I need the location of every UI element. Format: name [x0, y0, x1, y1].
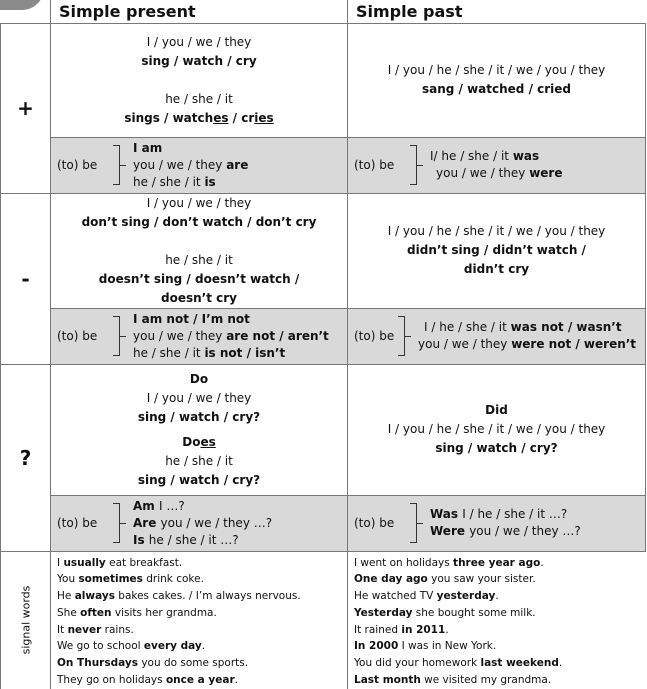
signal-word: always — [74, 590, 115, 603]
be-label: (to) be — [57, 329, 98, 343]
signal-word: sometimes — [78, 573, 143, 586]
brace-icon — [109, 314, 127, 358]
negative-be-present: (to) be I am not / I’m not you / we / they are not / aren’t he / she / it is not / isn’t — [51, 308, 348, 364]
header-simple-present: Simple present — [51, 0, 348, 23]
signal-example: On Thursdays you do some sports. — [57, 657, 249, 670]
signal-example: I went on holidays three year ago. — [354, 556, 544, 569]
verb-forms: doesn’t sing / doesn’t watch / — [98, 271, 300, 286]
positive-symbol: + — [1, 23, 51, 193]
signal-word: On Thursdays — [57, 657, 138, 670]
verb-forms: sang / watched / cried — [421, 82, 572, 96]
question-symbol: ? — [1, 364, 51, 551]
verb-forms: sing / watch / cry? — [137, 409, 261, 424]
signal-example: He watched TV yesterday. — [354, 590, 499, 603]
positive-be-present: (to) be I am you / we / they are he / she / it is — [51, 137, 348, 193]
brace-icon — [109, 143, 127, 187]
question-past-cell — [348, 364, 646, 495]
signal-word: yesterday — [436, 590, 496, 603]
signal-word: last weekend — [480, 657, 559, 670]
subject: I / you / we / they — [146, 34, 252, 49]
be-label: (to) be — [57, 516, 98, 530]
signal-word: often — [80, 606, 112, 619]
verb-forms: doesn’t cry — [161, 290, 237, 305]
subject: I / you / he / she / it / we / you / they — [387, 422, 606, 436]
auxiliary: Did — [485, 403, 508, 417]
be-label: (to) be — [57, 158, 98, 172]
signal-example: You sometimes drink coke. — [57, 573, 204, 586]
verb-forms: sing / watch / cry? — [435, 441, 558, 455]
signal-words-label: signal words — [19, 585, 32, 655]
signal-example: It never rains. — [57, 623, 134, 636]
auxiliary: Do — [189, 371, 209, 386]
subject: I / you / he / she / it / we / you / they — [387, 63, 606, 77]
subject: he / she / it — [165, 91, 233, 106]
corner-cell — [1, 0, 51, 23]
auxiliary: Does — [182, 434, 216, 449]
subject: I / you / we / they — [146, 195, 252, 210]
header-simple-past: Simple past — [348, 0, 646, 23]
signal-word: In 2000 — [354, 640, 399, 653]
positive-present-cell — [51, 23, 348, 137]
signal-example: I usually eat breakfast. — [57, 556, 183, 569]
signal-past-list — [354, 555, 646, 689]
subject: I / you / we / they — [146, 390, 252, 405]
be-label: (to) be — [354, 329, 395, 343]
signal-past-cell — [348, 551, 646, 689]
signal-word: usually — [63, 556, 106, 569]
question-be-past: (to) be Was I / he / she / it …? Were you / we / they …? — [348, 495, 646, 551]
negative-present-cell — [51, 193, 348, 308]
signal-word: in 2011 — [401, 623, 446, 636]
negative-be-past: (to) be I / he / she / it was not / wasn’t you / we / they were not / weren’t — [348, 308, 646, 364]
signal-word: three year ago — [453, 556, 541, 569]
negative-symbol: - — [1, 193, 51, 364]
signal-word: Yesterday — [354, 606, 413, 619]
signal-word: every day — [143, 640, 202, 653]
verb-forms: sing / watch / cry — [141, 53, 257, 68]
signal-example: He always bakes cakes. / I’m always nervous. — [57, 590, 301, 603]
positive-past-cell — [348, 23, 646, 137]
signal-word: One day ago — [354, 573, 428, 586]
positive-be-past: (to) be I/ he / she / it was you / we / they were — [348, 137, 646, 193]
signal-example: Yesterday she bought some milk. — [354, 606, 536, 619]
brace-icon — [406, 501, 424, 545]
signal-words-label-cell — [1, 551, 51, 689]
signal-example: They go on holidays once a year. — [57, 674, 238, 687]
brace-icon — [394, 314, 412, 358]
question-be-present: (to) be Am I …? Are you / we / they …? Is he / she / it …? — [51, 495, 348, 551]
signal-example: We go to school every day. — [57, 640, 206, 653]
question-present-cell — [51, 364, 348, 495]
brace-icon — [406, 143, 424, 187]
signal-example: In 2000 I was in New York. — [354, 640, 497, 653]
signal-example: You did your homework last weekend. — [354, 657, 563, 670]
signal-present-cell — [51, 551, 348, 689]
signal-word: never — [67, 623, 102, 636]
verb-forms: didn’t cry — [463, 262, 530, 276]
subject: he / she / it — [165, 453, 233, 468]
be-label: (to) be — [354, 516, 395, 530]
verb-forms: didn’t sing / didn’t watch / — [407, 243, 586, 257]
signal-word: once a year — [165, 674, 235, 687]
verb-forms: sing / watch / cry? — [137, 472, 261, 487]
signal-example: Last month we visited my grandma. — [354, 674, 552, 687]
signal-example: She often visits her grandma. — [57, 606, 217, 619]
verb-forms: sings / watches / cries — [124, 110, 274, 125]
verb-forms: don’t sing / don’t watch / don’t cry — [81, 214, 317, 229]
brace-icon — [109, 501, 127, 545]
be-label: (to) be — [354, 158, 395, 172]
subject: I / you / he / she / it / we / you / they — [387, 224, 606, 238]
signal-example: One day ago you saw your sister. — [354, 573, 536, 586]
subject: he / she / it — [165, 252, 233, 267]
signal-example: It rained in 2011. — [354, 623, 449, 636]
negative-past-cell — [348, 193, 646, 308]
signal-present-list — [57, 555, 347, 689]
signal-word: Last month — [354, 674, 421, 687]
